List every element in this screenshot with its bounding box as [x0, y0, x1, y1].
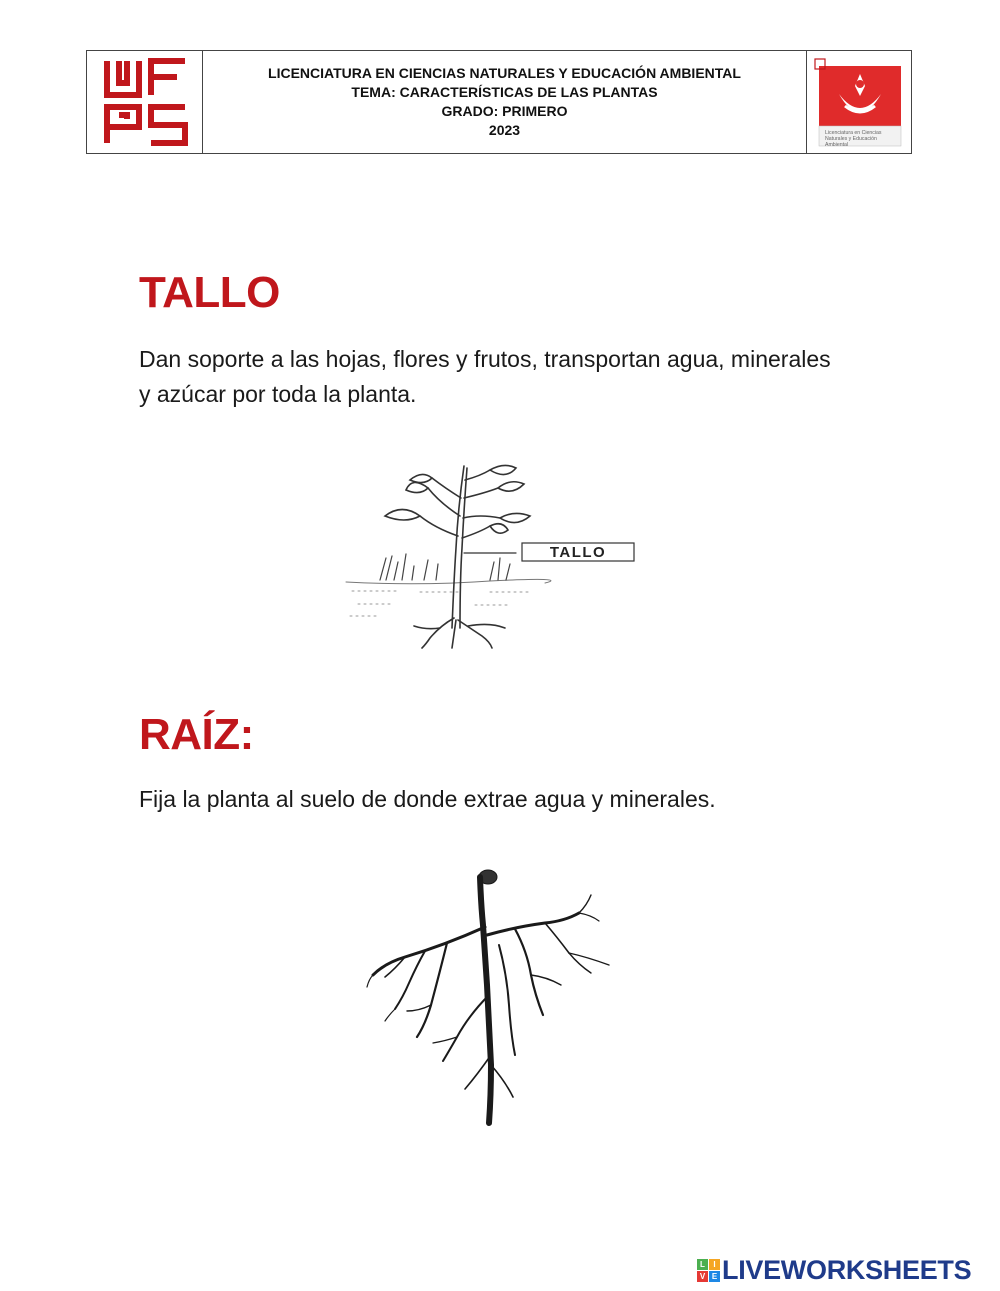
section-title-tallo: TALLO — [139, 268, 280, 317]
svg-text:Naturales y Educación: Naturales y Educación — [825, 136, 877, 142]
liveworksheets-logo — [697, 1254, 995, 1286]
topic: TEMA: CARACTERÍSTICAS DE LAS PLANTAS — [351, 84, 658, 100]
program-logo-cell — [806, 51, 911, 153]
document-header — [86, 50, 912, 154]
section-text-raiz: Fija la planta al suelo de donde extrae agua y minerales. — [139, 786, 716, 812]
liveworksheets-brand: LIVEWORKSHEETS — [722, 1254, 972, 1285]
plant-stem-illustration — [340, 458, 640, 653]
section-text-tallo: Dan soporte a las hojas, flores y frutos, transportan agua, minerales y azúcar por toda la planta. — [139, 346, 831, 407]
program-logo — [813, 56, 905, 148]
tallo-figure-label: TALLO — [549, 544, 607, 561]
section-title-raiz: RAÍZ: — [139, 710, 254, 759]
year: 2023 — [488, 122, 521, 138]
svg-text:Ambiental: Ambiental — [825, 142, 849, 148]
ufps-logo-cell — [87, 51, 203, 153]
program-name: LICENCIATURA EN CIENCIAS NATURALES Y EDUCACIÓN AMBIENTAL — [268, 65, 741, 81]
root-illustration — [365, 865, 620, 1130]
svg-text:Licenciatura en Ciencias: Licenciatura en Ciencias — [825, 130, 882, 136]
ufps-logo — [101, 57, 189, 147]
liveworksheets-icon: L I V E — [697, 1259, 720, 1282]
grade: GRADO: PRIMERO — [441, 103, 568, 119]
header-title-block — [203, 51, 806, 153]
